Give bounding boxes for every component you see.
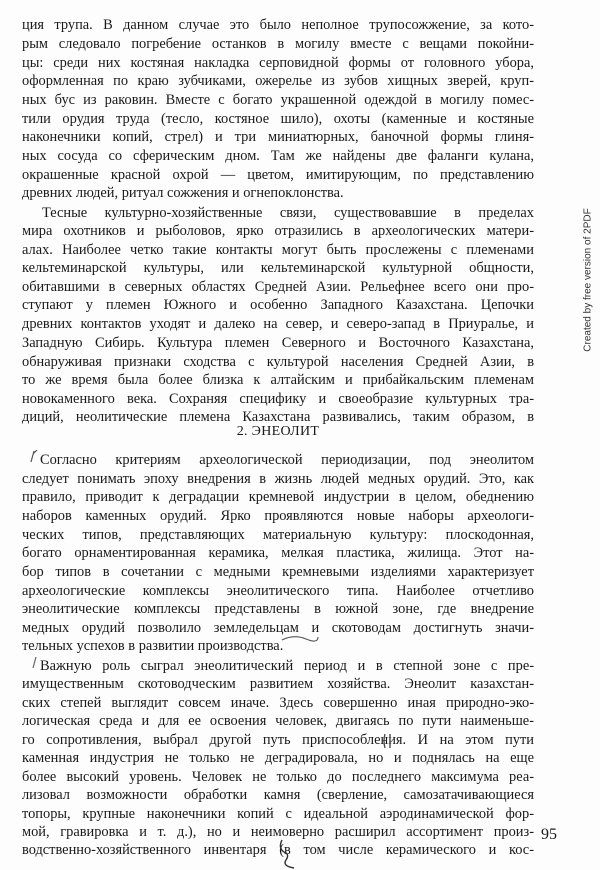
text-line: кельтеминарской культуры, или кельтеминарской культурной общности, bbox=[22, 260, 534, 276]
text-line: го сопротивления, выбрал другой путь приспособления. И на этом пути bbox=[22, 732, 534, 748]
text-line: то же время была более близка к алтайским и прибайкальским племенам bbox=[22, 372, 534, 388]
text-line: диций, неолитические племена Казахстана развивались, таким образом, в bbox=[22, 409, 534, 425]
section-heading: 2. ЭНЕОЛИТ bbox=[236, 424, 320, 439]
text-line: ческих типов, представляющих материальную культуру: плоскодонная, bbox=[22, 527, 534, 543]
pencil-mark-icon bbox=[382, 732, 396, 750]
watermark-text: Created by free version of 2PDF bbox=[582, 208, 594, 352]
text-line: обнаруживая признаки сходства с культурой населения Средней Азии, в bbox=[22, 354, 534, 370]
text-line: следует понимать эпоху внедрения в жизнь людей медных орудий. Это, как bbox=[22, 471, 534, 487]
text-line: мой, гравировка и т. д.), но и неимоверно расширил ассортимент произ- bbox=[22, 824, 534, 840]
text-line: каменная индустрия не только не деградировала, но и поднялась на еще bbox=[22, 750, 534, 766]
text-line: тили орудия труда (тесло, костяное шило), охоты (каменные и костяные bbox=[22, 111, 534, 127]
text-line: рым следовало погребение останков в могилу вместе с вещами покойни- bbox=[22, 36, 534, 52]
pencil-mark-icon bbox=[30, 654, 40, 670]
text-line: богато орнаментированная керамика, мелкая пластика, жилища. Этот на- bbox=[22, 545, 534, 561]
text-line: древних людей, ритуал сожжения и огнепоклонства. bbox=[22, 185, 344, 201]
text-line: имущественным скотоводческим развитием хозяйства. Энеолит казахстан- bbox=[22, 676, 534, 692]
text-line: цы: среди них костяная накладка серповидной формы от головного убора, bbox=[22, 55, 534, 71]
text-line: древних контактов уходят и далеко на север, и северо-запад в Приуралье, и bbox=[22, 316, 534, 332]
text-line: ских степей выглядит совсем иначе. Здесь совершенно иная природно-эко- bbox=[22, 695, 534, 711]
page-number: 95 bbox=[541, 826, 557, 843]
text-line: энеолитические комплексы представлены в южной зоне, где внедрение bbox=[22, 601, 534, 617]
text-line: окрашенные красной охрой — цветом, имитирующим, по представлению bbox=[22, 167, 534, 183]
text-line: наконечники копий, стрел) и три миниатюрных, баночной формы глиня- bbox=[22, 129, 534, 145]
text-line: археологические комплексы энеолитического типа. Наиболее отчетливо bbox=[22, 583, 534, 599]
text-line: Важную роль сыграл энеолитический период и в степной зоне с пре- bbox=[40, 658, 534, 674]
text-line: Западную Сибирь. Культура племен Северного и Восточного Казахстана, bbox=[22, 335, 534, 351]
pencil-mark-icon bbox=[28, 448, 40, 464]
pencil-mark-icon bbox=[280, 632, 320, 644]
text-line: обитавшими в северных областях Средней Азии. Рельефнее всего они про- bbox=[22, 279, 534, 295]
text-line: тельных успехов в развитии производства. bbox=[22, 638, 284, 654]
text-line: более высокий уровень. Человек не только до последнего максимума реа- bbox=[22, 769, 534, 785]
text-line: бор типов в сочетании с медными кремневыми изделиями характеризует bbox=[22, 564, 534, 580]
text-line: мира охотников и рыболовов, ярко отразились в археологических матери- bbox=[22, 223, 534, 239]
text-line: правило, приводит к деградации кремневой индустрии в целом, обеднению bbox=[22, 489, 534, 505]
text-line: оформленная по краю зубчиками, ожерелье из зубов хищных зверей, круп- bbox=[22, 73, 534, 89]
text-line: Тесные культурно-хозяйственные связи, существовавшие в пределах bbox=[42, 205, 534, 221]
text-line: наборов каменных орудий. Ярко проявляются новые наборы археологи- bbox=[22, 508, 534, 524]
text-line: ных сосуда со сферическим дном. Там же найдены две фаланги кулана, bbox=[22, 148, 534, 164]
text-line: ступают у племен Южного и особенно Западного Казахстана. Цепочки bbox=[22, 297, 534, 313]
pencil-mark-icon bbox=[276, 838, 308, 870]
text-line: топоры, крупные наконечники копий с идеальной аэродинамической фор- bbox=[22, 806, 534, 822]
text-line: новокаменного века. Сохраняя специфику и своеобразие культурных тра- bbox=[22, 391, 534, 407]
text-line: Согласно критериям археологической периодизации, под энеолитом bbox=[40, 452, 534, 468]
text-line: водственно-хозяйственного инвентаря (в том числе керамического и кос- bbox=[22, 842, 534, 858]
text-line: лизовал возможности обработки камня (сверление, самозатачивающиеся bbox=[22, 787, 534, 803]
text-line: ция трупа. В данном случае это было неполное трупосожжение, за кото- bbox=[22, 17, 534, 33]
text-line: ных бус из раковин. Вместе с богато украшенной одеждой в могилу помес- bbox=[22, 92, 534, 108]
text-line: алах. Наиболее четко такие контакты могут быть прослежены с племенами bbox=[22, 242, 534, 258]
text-line: логическая среда и для ее освоения человек, двигаясь по пути наименьше- bbox=[22, 713, 534, 729]
watermark bbox=[581, 195, 595, 365]
text-line: медных орудий позволило земледельцам и скотоводам достигнуть значи- bbox=[22, 620, 534, 636]
